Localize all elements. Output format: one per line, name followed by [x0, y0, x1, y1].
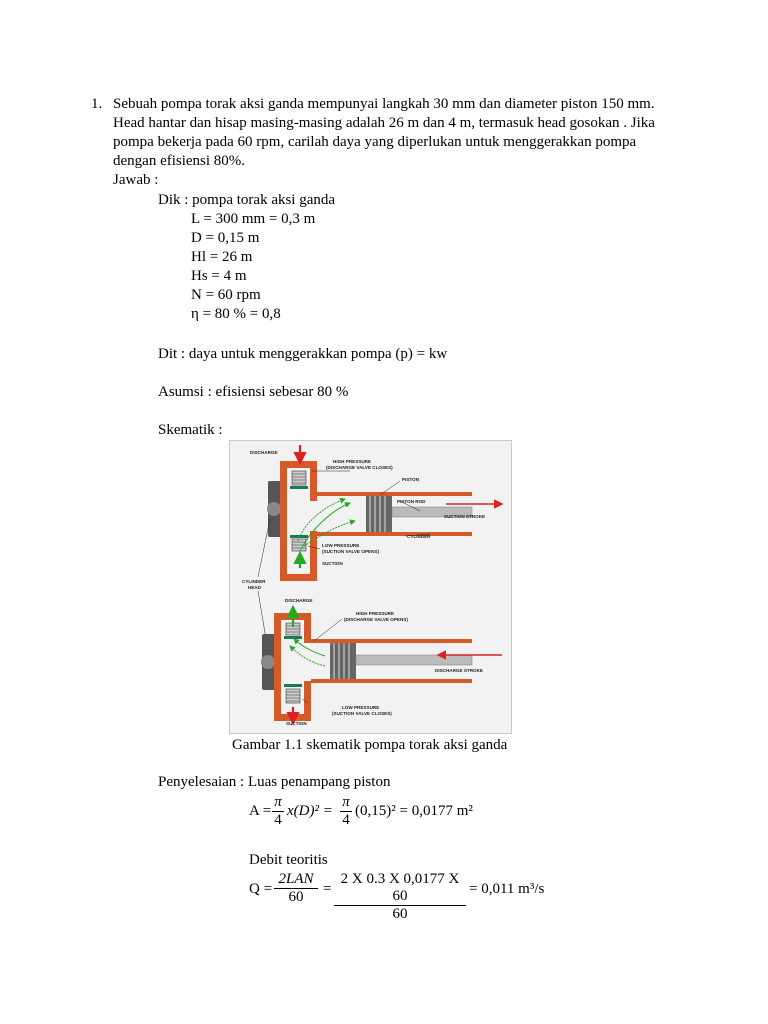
- label-suction-bottom: SUCTION: [286, 721, 307, 726]
- given-item-length: L = 300 mm = 0,3 m: [191, 211, 316, 227]
- pump-schematic-figure: [229, 440, 512, 734]
- area-fraction-1: [272, 794, 284, 829]
- given-header: Dik : pompa torak aksi ganda: [158, 192, 336, 208]
- label-suction-stroke: SUCTION STROKE: [444, 514, 486, 519]
- given-item-discharge-head: Hl = 26 m: [191, 249, 253, 265]
- area-fraction-2-four: 4: [342, 812, 350, 828]
- flow-lhs: Q =: [249, 881, 273, 897]
- label-low-pressure-bottom: LOW PRESSURE: [342, 705, 380, 710]
- given-item-suction-head: Hs = 4 m: [191, 268, 247, 284]
- label-cylinder-head-2: HEAD: [248, 585, 262, 590]
- label-low-pressure-top-sub: (SUCTION VALVE OPENS): [322, 549, 379, 554]
- schematic-label: Skematik :: [158, 422, 223, 438]
- figure-caption: Gambar 1.1 skematik pompa torak aksi ganda: [232, 737, 508, 753]
- label-cylinder: CYLINDER: [407, 534, 431, 539]
- problem-number: 1.: [91, 96, 103, 112]
- solution-header: Penyelesaian : Luas penampang piston: [158, 774, 391, 790]
- area-fraction-2-pi: π: [342, 794, 350, 810]
- label-high-pressure-top: HIGH PRESSURE: [333, 459, 372, 464]
- asked-text: Dit : daya untuk menggerakkan pompa (p) = kw: [158, 346, 448, 362]
- given-item-diameter: D = 0,15 m: [191, 230, 260, 246]
- area-fraction-1-four: 4: [274, 812, 282, 828]
- label-high-pressure-bottom: HIGH PRESSURE: [356, 611, 395, 616]
- bottom-pump-drawing: [261, 607, 502, 723]
- label-cylinder-head: CYLINDER: [242, 579, 266, 584]
- label-piston-rod: PISTON ROD: [397, 499, 426, 504]
- area-result: (0,15)² = 0,0177 m²: [355, 803, 473, 819]
- label-discharge-stroke: DISCHARGE STROKE: [435, 668, 483, 673]
- flow-fraction-2-den: 60: [392, 906, 408, 922]
- label-suction-top: SUCTION: [322, 561, 343, 566]
- flow-fraction-1-den: 60: [288, 889, 304, 905]
- label-discharge-bottom: DISCHARGE: [285, 598, 313, 603]
- label-piston: PISTON: [402, 477, 420, 482]
- flow-eq: =: [323, 881, 332, 897]
- flow-result: = 0,011 m³/s: [469, 881, 545, 897]
- label-high-pressure-top-sub: (DISCHARGE VALVE CLOSES): [326, 465, 393, 470]
- area-mid: x(D)² =: [287, 803, 333, 819]
- label-low-pressure-bottom-sub: (SUCTION VALVE CLOSES): [332, 711, 392, 716]
- answer-label: Jawab :: [113, 172, 159, 188]
- given-item-efficiency: η = 80 % = 0,8: [191, 306, 281, 322]
- flow-fraction-2-num: 2 X 0.3 X 0,0177 X 60: [340, 871, 460, 904]
- label-discharge-top: DISCHARGE: [250, 450, 278, 455]
- problem-line-3: pompa bekerja pada 60 rpm, carilah daya yang diperlukan untuk menggerakkan pompa: [113, 134, 637, 150]
- problem-line-1: Sebuah pompa torak aksi ganda mempunyai langkah 30 mm dan diameter piston 150 mm.: [113, 96, 655, 112]
- assumption-text: Asumsi : efisiensi sebesar 80 %: [158, 384, 349, 400]
- area-lhs: A =: [249, 803, 272, 819]
- label-low-pressure-top: LOW PRESSURE: [322, 543, 360, 548]
- area-fraction-2: [340, 794, 352, 829]
- problem-line-4: dengan efisiensi 80%.: [113, 153, 246, 169]
- flow-fraction-1: [274, 871, 318, 906]
- area-fraction-1-pi: π: [274, 794, 282, 810]
- flow-header: Debit teoritis: [249, 852, 328, 868]
- flow-fraction-2: [334, 871, 466, 923]
- given-item-speed: N = 60 rpm: [191, 287, 261, 303]
- flow-fraction-1-num: 2LAN: [278, 871, 314, 887]
- label-high-pressure-bottom-sub: (DISCHARGE VALVE OPENS): [344, 617, 408, 622]
- problem-line-2: Head hantar dan hisap masing-masing adalah 26 m dan 4 m, termasuk head gosokan . Jika: [113, 115, 655, 131]
